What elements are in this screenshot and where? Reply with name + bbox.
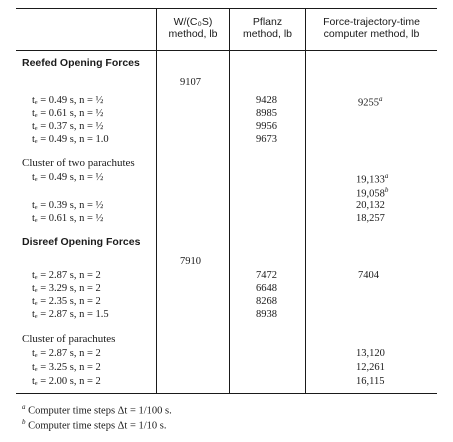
- cluster-row-label: tₑ = 3.25 s, n = 2: [32, 362, 101, 373]
- column-divider-2: [229, 8, 230, 393]
- reefed-row-ftt: [358, 95, 383, 109]
- reefed-row-label: tₑ = 0.49 s, n = ½: [32, 95, 104, 106]
- header-wcs-line2: method, lb: [168, 28, 218, 40]
- column-divider-3: [305, 8, 306, 393]
- group-title-cluster: Cluster of parachutes: [22, 333, 116, 345]
- cluster-row-ftt: 13,120: [356, 348, 385, 359]
- reefed-row-pflanz: 9956: [256, 121, 277, 132]
- section-title-reefed: Reefed Opening Forces: [22, 57, 140, 69]
- disreef-row-pflanz: 8938: [256, 309, 277, 320]
- cluster-row-label: tₑ = 2.00 s, n = 2: [32, 376, 101, 387]
- header-ftt-line1: Force-trajectory-time: [323, 16, 420, 28]
- group-title-cluster-two: Cluster of two parachutes: [22, 157, 135, 169]
- disreef-row-label: tₑ = 2.87 s, n = 1.5: [32, 309, 109, 320]
- footnote-text: Computer time steps Δt = 1/10 s.: [28, 420, 167, 432]
- cluster-row-ftt: 12,261: [356, 362, 385, 373]
- header-pflanz-line2: method, lb: [242, 28, 293, 40]
- disreef-row-label: tₑ = 2.35 s, n = 2: [32, 296, 101, 307]
- column-divider-1: [156, 8, 157, 393]
- footnote-marker: a: [384, 172, 389, 180]
- cluster-row-ftt: 18,257: [356, 213, 385, 224]
- ftt-value: 19,133: [356, 174, 385, 186]
- disreef-row-label: tₑ = 3.29 s, n = 2: [32, 283, 101, 294]
- reefed-row-pflanz: 9428: [256, 95, 277, 106]
- header-ftt-line2: computer method, lb: [323, 28, 420, 40]
- header-rule: [16, 50, 437, 51]
- header-ftt: [306, 16, 437, 40]
- reefed-row-label: tₑ = 0.49 s, n = 1.0: [32, 134, 109, 145]
- cluster-row-ftt: [356, 172, 388, 186]
- disreef-row-pflanz: 6648: [256, 283, 277, 294]
- header-wcs-line1: W/(C₀S): [173, 16, 213, 28]
- header-pflanz-line1: Pflanz: [252, 16, 283, 28]
- disreef-row-pflanz: 8268: [256, 296, 277, 307]
- ftt-value: 19,058: [356, 188, 385, 200]
- reefed-row-pflanz: 8985: [256, 108, 277, 119]
- cluster-row-ftt: 20,132: [356, 200, 385, 211]
- ftt-value: 9255: [358, 97, 379, 109]
- disreef-row-pflanz: 7472: [256, 270, 277, 281]
- footnote-marker: b: [384, 186, 389, 194]
- cluster-row-ftt: 16,115: [356, 376, 385, 387]
- cluster-row-label: tₑ = 0.49 s, n = ½: [32, 172, 104, 183]
- footnote-mark: a: [22, 403, 26, 411]
- reefed-row-pflanz: 9673: [256, 134, 277, 145]
- footnote-a: [22, 403, 172, 417]
- footnote-marker: a: [379, 95, 383, 103]
- header-pflanz: [230, 16, 305, 40]
- cluster-row-label: tₑ = 0.39 s, n = ½: [32, 200, 104, 211]
- wcs-value-reefed: 9107: [180, 77, 201, 88]
- wcs-value-disreef: 7910: [180, 256, 201, 267]
- cluster-row-ftt: [356, 186, 388, 200]
- top-rule: [16, 8, 437, 9]
- header-wcs: [157, 16, 229, 40]
- section-title-disreef: Disreef Opening Forces: [22, 236, 141, 248]
- disreef-row-ftt: 7404: [358, 270, 379, 281]
- disreef-row-label: tₑ = 2.87 s, n = 2: [32, 270, 101, 281]
- footnote-b: [22, 418, 167, 432]
- cluster-row-label: tₑ = 0.61 s, n = ½: [32, 213, 104, 224]
- reefed-row-label: tₑ = 0.61 s, n = ½: [32, 108, 104, 119]
- bottom-rule: [16, 393, 437, 394]
- footnote-text: Computer time steps Δt = 1/100 s.: [28, 405, 172, 417]
- footnote-mark: b: [22, 418, 26, 426]
- reefed-row-label: tₑ = 0.37 s, n = ½: [32, 121, 104, 132]
- cluster-row-label: tₑ = 2.87 s, n = 2: [32, 348, 101, 359]
